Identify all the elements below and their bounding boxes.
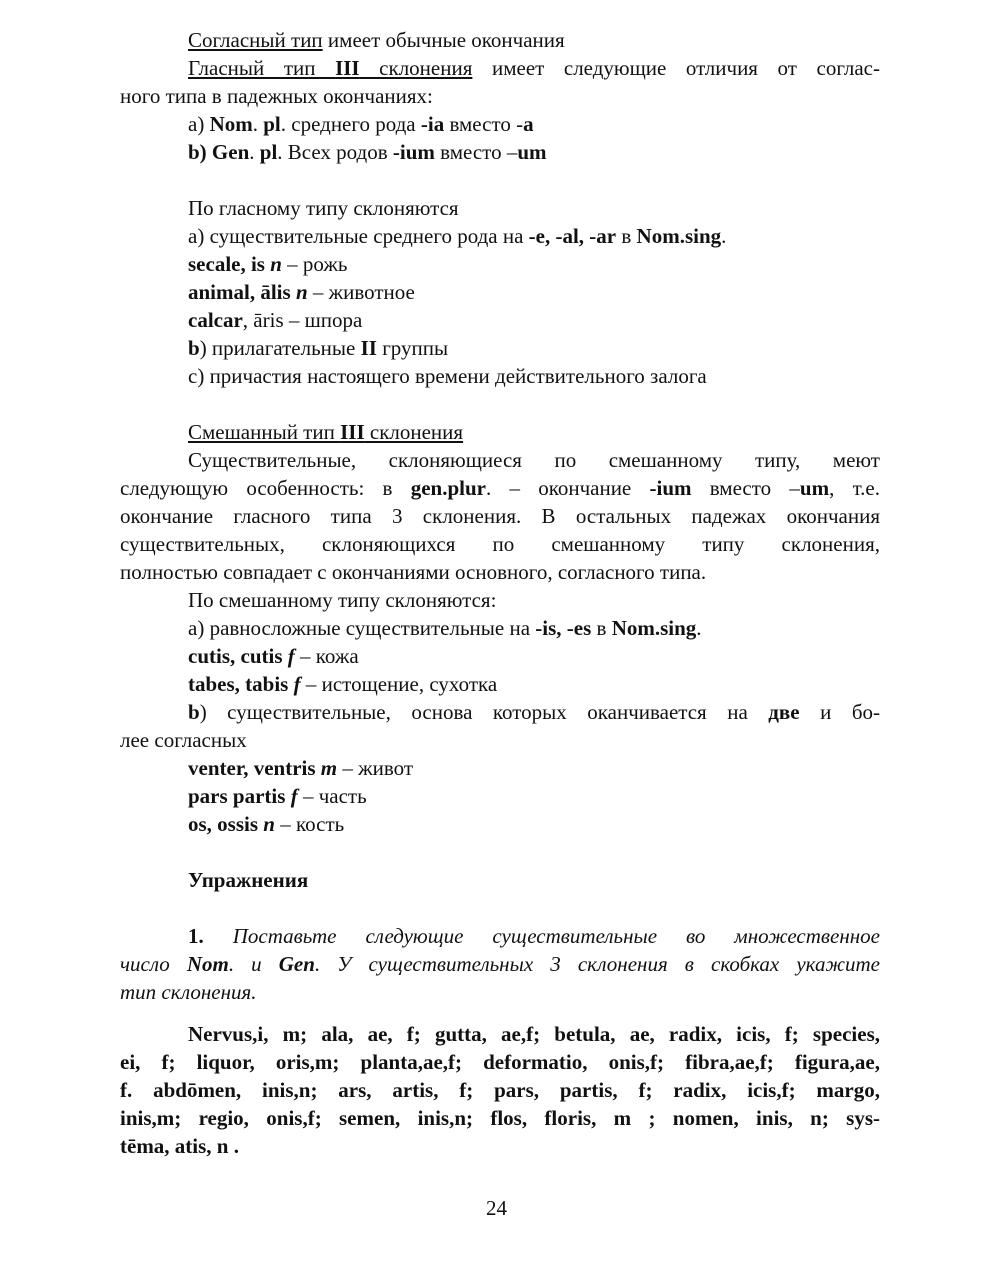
mixed-type-title — [120, 418, 880, 446]
term: -ium — [392, 140, 435, 164]
text: . и — [228, 952, 279, 976]
text: число — [120, 952, 187, 976]
mixed-type-paragraph-line: существительных, склоняющихся по смешанному типу склонения, — [120, 532, 880, 556]
term: b) Gen — [188, 140, 250, 164]
text: в — [591, 616, 612, 640]
translation: – животное — [307, 280, 415, 304]
translation: – кость — [274, 812, 345, 836]
term: pl — [263, 112, 281, 136]
text: . — [721, 224, 727, 248]
text: вместо – — [691, 476, 800, 500]
gender: f — [293, 672, 301, 696]
term: Nom.sing — [636, 224, 722, 248]
text: группы — [376, 336, 449, 360]
text: а) — [188, 112, 210, 136]
roman-numeral: III — [335, 56, 360, 80]
consonant-type-line — [120, 26, 880, 54]
mixed-type-paragraph: Существительные, склоняющиеся по смешанному типу, меют — [188, 448, 880, 472]
example-word — [120, 670, 880, 698]
vowel-type-line — [120, 54, 880, 82]
translation: – часть — [297, 784, 367, 808]
text — [188, 420, 463, 444]
text: ) прилагательные — [199, 336, 361, 360]
word-list-line: Nervus,i, m; ala, ae, f; gutta, ae,f; betula, ae, radix, icis, f; species, — [188, 1022, 880, 1046]
example-word — [120, 642, 880, 670]
text: . — [252, 112, 264, 136]
vowel-rule-a — [120, 110, 880, 138]
gender: n — [270, 252, 282, 276]
text: , т.е. — [829, 476, 880, 500]
text: . – окончание — [485, 476, 650, 500]
text: склонения — [364, 420, 464, 444]
text: Поставьте следующие существительные во множественное — [203, 924, 880, 948]
mixed-type-paragraph-line: полностью совпадает с окончаниями основного, согласного типа. — [120, 560, 707, 584]
term: -е, -al, -ar — [528, 224, 617, 248]
example-word — [120, 306, 880, 334]
text: и бо- — [799, 700, 880, 724]
vowel-group-a — [120, 222, 880, 250]
term: -ia — [420, 112, 445, 136]
exercise-word-list — [120, 1104, 880, 1132]
term: две — [768, 700, 800, 724]
roman-numeral: III — [340, 420, 365, 444]
word: os, ossis — [188, 812, 264, 836]
text: . Всех родов — [277, 140, 393, 164]
mixed-group-b — [120, 698, 880, 726]
term: Nom — [186, 952, 229, 976]
gender: f — [287, 644, 295, 668]
text: Упражнения — [188, 868, 309, 892]
mixed-type-paragraph-line: окончание гласного типа 3 склонения. В остальных падежах окончания — [120, 504, 880, 528]
example-word — [120, 782, 880, 810]
term: Nom — [209, 112, 253, 136]
exercise-task — [120, 922, 880, 950]
gender: m — [320, 756, 338, 780]
term: а — [523, 112, 534, 136]
vowel-rule-b — [120, 138, 880, 166]
term: -is, -es — [535, 616, 592, 640]
term: b — [188, 336, 200, 360]
text: . среднего рода — [280, 112, 421, 136]
example-word — [120, 810, 880, 838]
term: um — [517, 140, 547, 164]
word-list-line: inis,m; regio, onis,f; semen, inis,n; flos, floris, m ; nomen, inis, n; sys- — [120, 1106, 880, 1130]
text: имеет обычные окончания — [322, 28, 565, 52]
mixed-group-a — [120, 614, 880, 642]
exercise-task-line — [120, 978, 880, 1006]
example-word — [120, 278, 880, 306]
text: . — [249, 140, 260, 164]
word: tabes, tabis — [188, 672, 294, 696]
word-list-line: f. abdōmen, inis,n; ars, artis, f; pars, partis, f; radix, icis,f; margo, — [120, 1078, 880, 1102]
translation: , āris – шпора — [242, 308, 363, 332]
exercise-word-list — [120, 1048, 880, 1076]
gender: f — [290, 784, 298, 808]
consonant-type-term: Согласный тип — [188, 28, 323, 52]
exercise-word-list — [120, 1132, 880, 1160]
word-list-line: tēma, atis, n . — [120, 1134, 239, 1158]
translation: – рожь — [281, 252, 348, 276]
translation: – кожа — [294, 644, 359, 668]
text: а) существительные среднего рода на — [188, 224, 529, 248]
translation: – истощение, сухотка — [300, 672, 498, 696]
text: вместо - — [444, 112, 524, 136]
vowel-group-b — [120, 334, 880, 362]
example-word — [120, 754, 880, 782]
word: calcar — [188, 308, 243, 332]
word: pars partis — [188, 784, 291, 808]
mixed-type-heading: По смешанному типу склоняются: — [188, 588, 497, 612]
exercise-word-list — [120, 1020, 880, 1048]
term: -ium — [649, 476, 692, 500]
text: вместо – — [434, 140, 518, 164]
vowel-group-c: с) причастия настоящего времени действительного залога — [188, 364, 707, 388]
gender: n — [295, 280, 308, 304]
text: склонения — [359, 56, 473, 80]
term: Gen — [278, 952, 315, 976]
word: cutis, cutis — [188, 644, 288, 668]
term: um — [799, 476, 830, 500]
text: имеет следующие отличия от соглас- — [472, 56, 880, 80]
page-body — [120, 26, 880, 1160]
text: . У существительных 3 склонения в скобках укажите — [314, 952, 880, 976]
text: ) существительные, основа которых оканчивается на — [199, 700, 769, 724]
word-list-line: ei, f; liquor, oris,m; planta,ae,f; deformatio, onis,f; fibra,ae,f; figura,ae, — [120, 1050, 880, 1074]
text: Смешанный тип — [188, 420, 341, 444]
gender: n — [263, 812, 275, 836]
vowel-type-heading: По гласному типу склоняются — [188, 196, 459, 220]
text: . — [696, 616, 702, 640]
word: venter, ventris — [188, 756, 321, 780]
term: pl — [259, 140, 278, 164]
term: b — [188, 700, 200, 724]
text: в — [616, 224, 637, 248]
exercises-heading — [120, 866, 880, 894]
roman-numeral: II — [360, 336, 377, 360]
vowel-type-term — [188, 56, 472, 80]
example-word — [120, 250, 880, 278]
text: а) равносложные существительные на — [188, 616, 536, 640]
word: secale, is — [188, 252, 271, 276]
exercise-task-line — [120, 950, 880, 978]
mixed-group-b-cont: лее согласных — [120, 728, 247, 752]
word: animal, ālis — [188, 280, 296, 304]
text: Гласный тип — [188, 56, 336, 80]
exercise-word-list — [120, 1076, 880, 1104]
term: gen.plur — [410, 476, 486, 500]
term: Nom.sing — [611, 616, 697, 640]
vowel-type-line-cont: ного типа в падежных окончаниях: — [120, 84, 433, 108]
text: следующую особенность: в — [120, 476, 411, 500]
exercise-number: 1. — [188, 924, 204, 948]
mixed-type-paragraph-line — [120, 474, 880, 502]
page-number: 24 — [486, 1196, 507, 1220]
text: тип склонения. — [120, 980, 257, 1004]
translation: – живот — [337, 756, 414, 780]
